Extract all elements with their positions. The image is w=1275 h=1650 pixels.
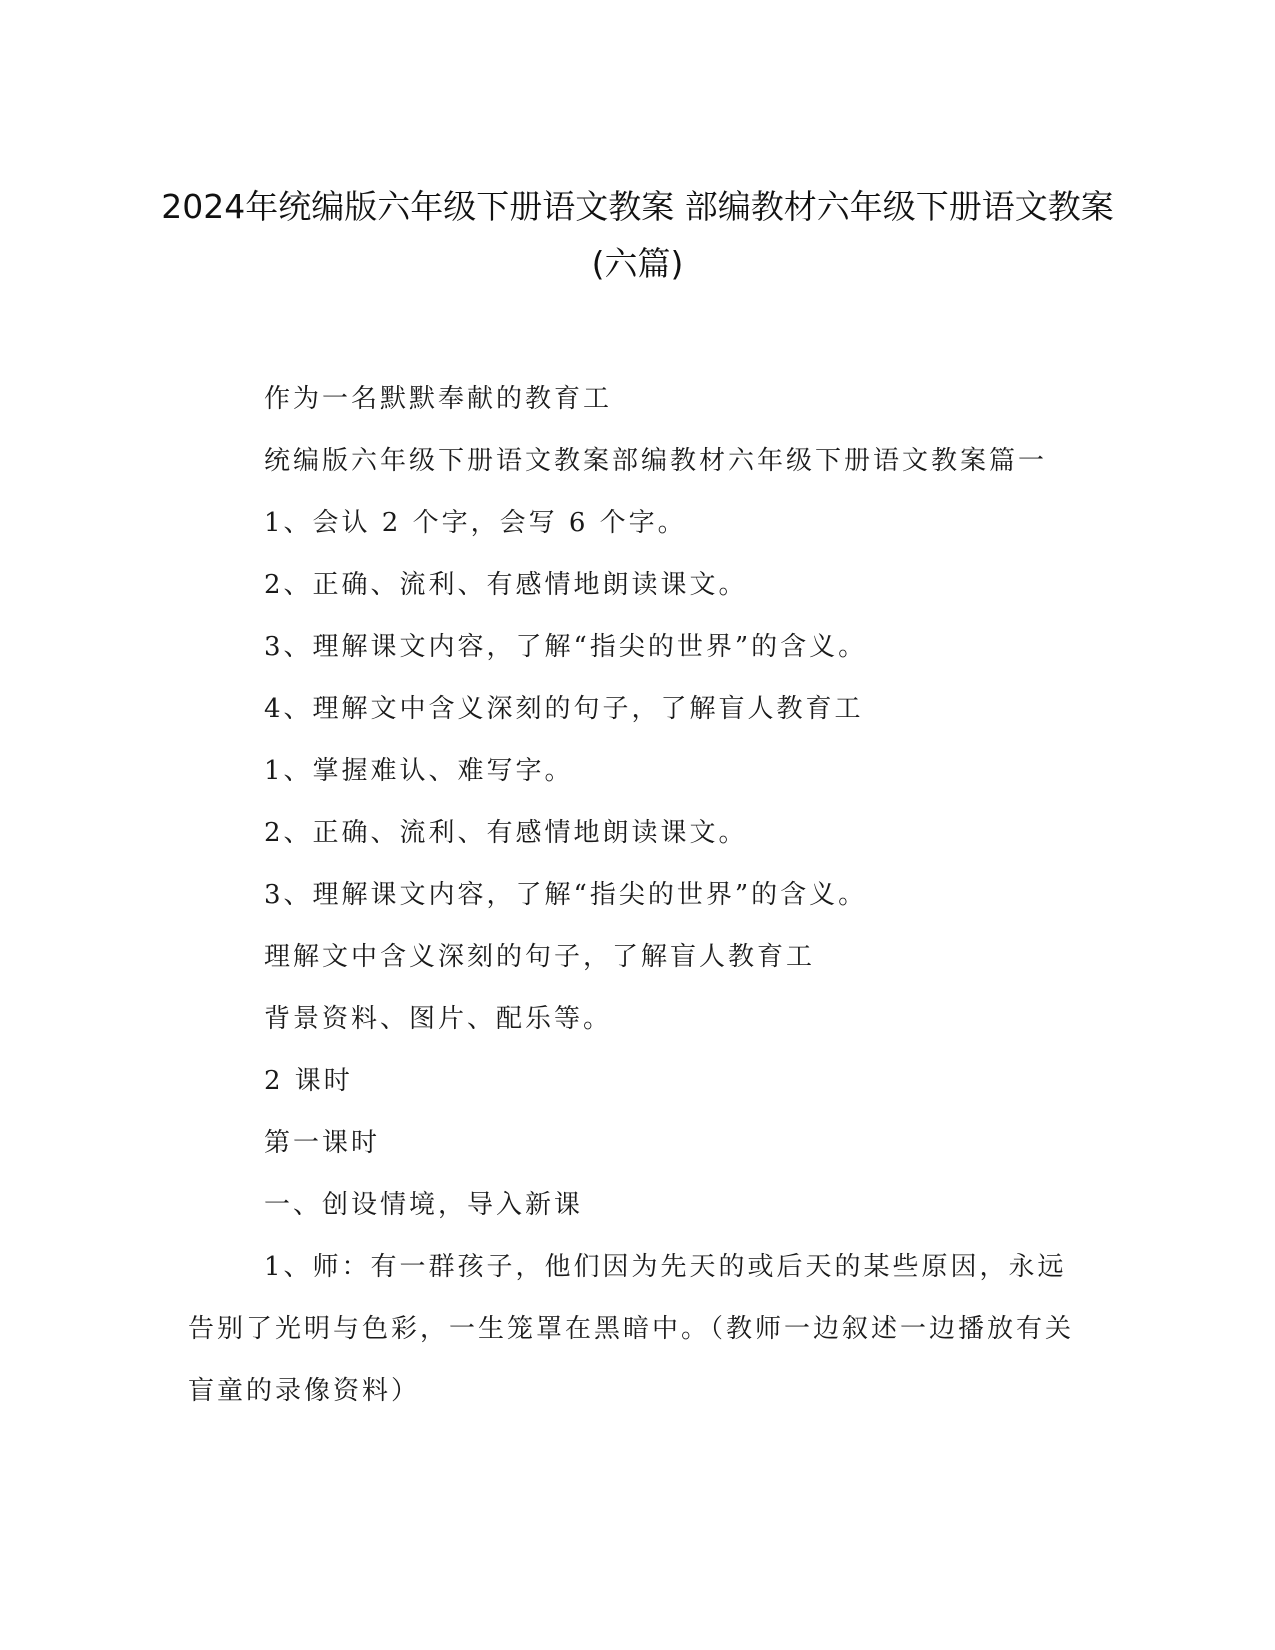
text-line: 3、理解课文内容，了解“指尖的世界”的含义。 [264,880,868,910]
text-line: 2 课时 [264,1066,353,1096]
text-line: 1、会认 2 个字，会写 6 个字。 [264,508,687,538]
text-line: 理解文中含义深刻的句子，了解盲人教育工 [264,942,816,972]
text-line: 作为一名默默奉献的教育工 [264,384,613,414]
text-paragraph: 1、师：有一群孩子，他们因为先天的或后天的某些原因，永远告别了光明与色彩，一生笼罩在黑暗中。（教师一边叙述一边播放有关盲童的录像资料） [188,1252,1075,1406]
text-line: 4、理解文中含义深刻的句子，了解盲人教育工 [264,694,864,724]
text-line: 一、创设情境，导入新课 [264,1190,584,1220]
text-line: 背景资料、图片、配乐等。 [264,1004,613,1034]
text-line: 2、正确、流利、有感情地朗读课文。 [264,818,748,848]
document-body [188,368,1088,1422]
text-line: 3、理解课文内容，了解“指尖的世界”的含义。 [264,632,868,662]
text-line: 第一课时 [264,1128,381,1158]
document-title: 2024年统编版六年级下册语文教案 部编教材六年级下册语文教案(六篇) [161,187,1114,283]
text-line: 统编版六年级下册语文教案部编教材六年级下册语文教案篇一 [264,446,1048,476]
text-line: 1、掌握难认、难写字。 [264,756,574,786]
text-line: 2、正确、流利、有感情地朗读课文。 [264,570,748,600]
